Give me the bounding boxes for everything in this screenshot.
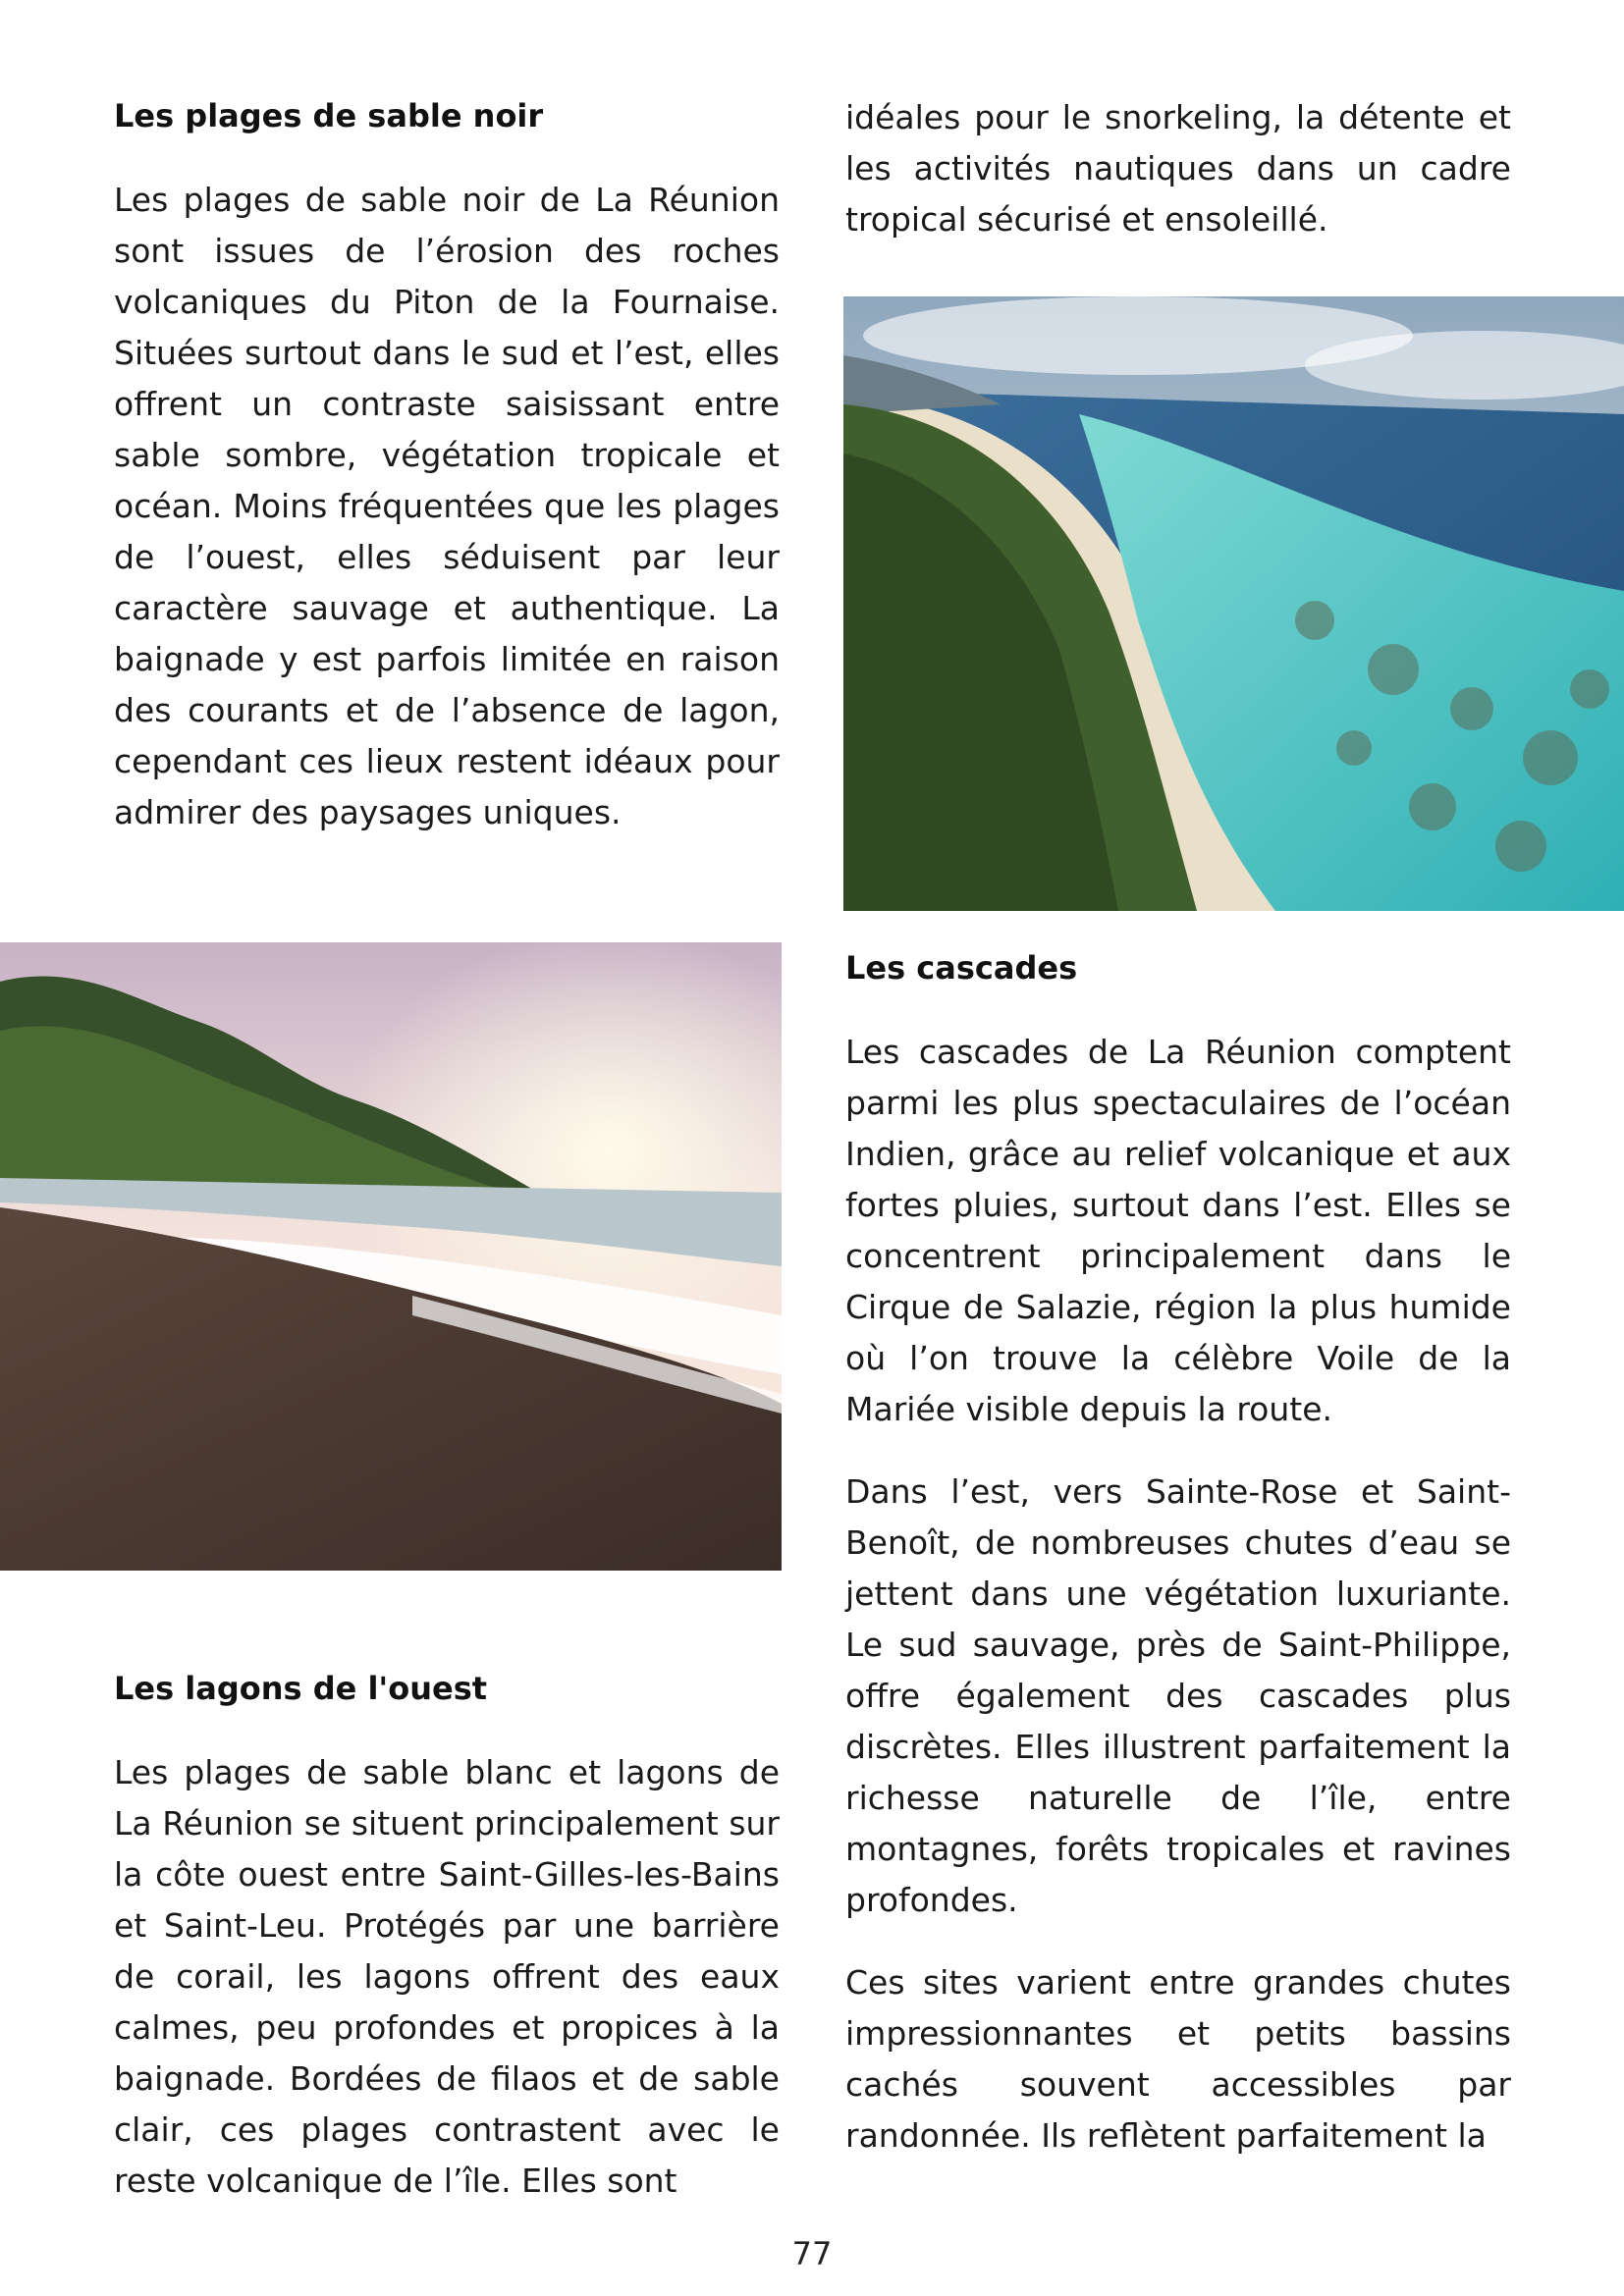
- section-title-west-lagoons: Les lagons de l'ouest: [114, 1670, 488, 1707]
- paragraph-west-lagoons: Les plages de sable blanc et lagons de La Réunion se situent principalement sur la côte ouest entre Saint-Gilles-les-Bains et Saint-Leu. Protégés par une barrière de corail, les lagons offrent des eaux calmes, peu profondes et propices à la baignade. Bordées de filaos et de sable clair, ces plages contrastent avec le reste volcanique de l’île. Elles sont: [114, 1753, 780, 2200]
- lagoon-aerial-photo: [843, 296, 1624, 911]
- paragraph-waterfalls-2: Dans l’est, vers Sainte-Rose et Saint-Benoît, de nombreuses chutes d’eau se jettent dans une végétation luxuriante. Le sud sauvage, près de Saint-Philippe, offre également des cascades plus discrètes. Elles illustrent parfaitement la richesse naturelle de l’île, entre montagnes, forêts tropicales et ravines profondes.: [845, 1472, 1511, 1919]
- paragraph-continuation: idéales pour le snorkeling, la détente et les activités nautiques dans un cadre tropical sécurisé et ensoleillé.: [845, 98, 1511, 239]
- paragraph-waterfalls-1: Les cascades de La Réunion comptent parmi les plus spectaculaires de l’océan Indien, grâce au relief volcanique et aux fortes pluies, surtout dans l’est. Elles se concentrent principalement dans le Cirque de Salazie, région la plus humide où l’on trouve la célèbre Voile de la Mariée visible depuis la route.: [845, 1033, 1511, 1428]
- black-sand-beach-photo: [0, 942, 782, 1571]
- section-title-waterfalls: Les cascades: [845, 949, 1078, 987]
- paragraph-waterfalls-3: Ces sites varient entre grandes chutes impressionnantes et petits bassins cachés souvent accessibles par randonnée. Ils reflètent parfaitement la: [845, 1963, 1511, 2155]
- paragraph-black-sand: Les plages de sable noir de La Réunion sont issues de l’érosion des roches volcaniques du Piton de la Fournaise. Situées surtout dans le sud et l’est, elles offrent un contraste saisissant entre sable sombre, végétation tropicale et océan. Moins fréquentées que les plages de l’ouest, elles séduisent par leur caractère sauvage et authentique. La baignade y est parfois limitée en raison des courants et de l’absence de lagon, cependant ces lieux restent idéaux pour admirer des paysages uniques.: [114, 181, 780, 831]
- section-title-black-sand: Les plages de sable noir: [114, 97, 544, 134]
- page-number: 77: [791, 2235, 833, 2272]
